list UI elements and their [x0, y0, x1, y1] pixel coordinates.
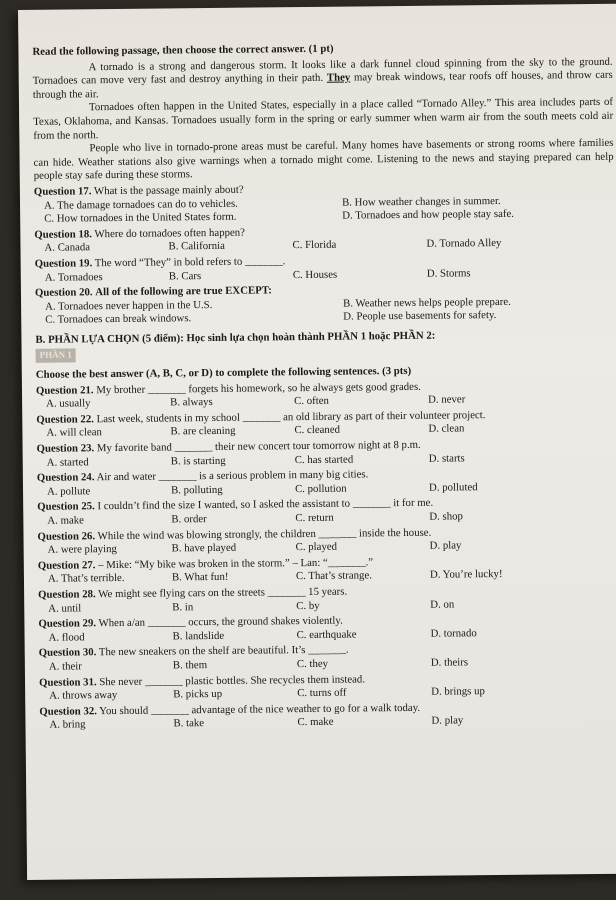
option-c[interactable]: C. played [295, 540, 338, 554]
question-text: The word “They” in bold refers to _______. [94, 255, 286, 270]
question-text: What is the passage mainly about? [93, 183, 244, 198]
option-d[interactable]: D. theirs [430, 656, 469, 669]
option-a[interactable]: A. were playing [47, 543, 117, 556]
option-b[interactable]: B. in [172, 600, 194, 613]
question-label: Question 30. [38, 646, 97, 660]
question-label: Question 27. [37, 559, 96, 572]
question-label: Question 20. [34, 286, 93, 299]
part-1-badge: PHẦN 1 [36, 349, 76, 363]
passage-paragraph-2: Tornadoes often happen in the United States, especially in a place called “Tornado Alley.” This area includes parts of Texas, Oklahoma, and Kansas. Tornadoes usually form in the spring or early summer when warm air from the south meets cold air from the north. [33, 96, 614, 142]
question-label: Question 21. [35, 383, 94, 397]
option-d[interactable]: D. tornado [430, 626, 477, 640]
question-21 [36, 378, 616, 411]
question-label: Question 26. [37, 529, 96, 543]
option-b[interactable]: B. order [171, 513, 207, 526]
option-b[interactable]: B. is starting [170, 454, 226, 468]
grammar-instruction: Choose the best answer (A, B, C, or D) to complete the following sentences. (3 pts) [35, 364, 412, 381]
option-c[interactable]: C. return [295, 511, 334, 525]
bold-word-they: They [326, 71, 351, 84]
option-d[interactable]: D. brings up [431, 685, 485, 698]
option-d[interactable]: D. Storms [426, 266, 471, 280]
question-text: You should _______ advantage of the nice weather to go for a walk today. [99, 701, 421, 717]
option-a[interactable]: A. bring [49, 718, 86, 732]
question-label: Question 31. [38, 675, 97, 689]
question-label: Question 25. [37, 500, 95, 514]
question-27 [38, 554, 616, 587]
option-d[interactable]: D. shop [429, 510, 463, 523]
option-c[interactable]: C. cleaned [294, 424, 341, 437]
question-label: Question 18. [34, 227, 93, 241]
option-d[interactable]: D. clean [428, 422, 465, 436]
option-c[interactable]: C. Houses [292, 268, 338, 281]
question-25 [37, 495, 616, 528]
question-text: My favorite band _______ their new concert tour tomorrow night at 8 p.m. [96, 438, 421, 455]
question-label: Question 22. [36, 413, 94, 426]
question-label: Question 23. [36, 442, 95, 455]
option-a[interactable]: A. Tornadoes [44, 270, 103, 284]
exam-content [32, 40, 616, 733]
option-c[interactable]: C. turns off [297, 686, 347, 700]
option-a[interactable]: A. throws away [49, 689, 118, 702]
question-text: Air and water _______ is a serious problem in many big cities. [96, 468, 369, 484]
option-d[interactable]: D. on [430, 598, 455, 611]
option-c[interactable]: C. make [297, 716, 334, 729]
option-c[interactable]: C. How tornadoes in the United States form. [44, 210, 237, 225]
question-29 [38, 612, 616, 645]
question-23 [37, 437, 616, 470]
option-d[interactable]: D. never [428, 393, 466, 406]
option-b[interactable]: B. What fun! [171, 571, 229, 584]
question-24 [37, 466, 616, 499]
reading-instruction: Read the following passage, then choose the correct answer. (1 pt) [32, 42, 334, 58]
question-label: Question 29. [38, 617, 97, 630]
option-a[interactable]: A. usually [46, 397, 91, 410]
question-text: Last week, students in my school _______ an old library as part of their volunteer project. [96, 408, 486, 426]
option-c[interactable]: C. has started [294, 453, 354, 466]
question-label: Question 28. [38, 588, 96, 601]
option-c[interactable]: C. pollution [294, 482, 347, 495]
option-c[interactable]: C. often [294, 395, 329, 408]
question-label: Question 32. [39, 704, 98, 718]
option-a[interactable]: A. The damage tornadoes can do to vehicles. [43, 197, 238, 212]
option-a[interactable]: A. will clean [46, 426, 102, 440]
option-d[interactable]: D. People use basements for safety. [343, 309, 497, 323]
question-text: The new sneakers on the shelf are beautiful. It’s _______. [98, 643, 349, 659]
option-a[interactable]: A. That’s terrible. [47, 572, 125, 586]
option-d[interactable]: D. starts [428, 451, 465, 465]
question-22 [36, 408, 616, 441]
option-b[interactable]: B. have played [171, 541, 237, 555]
option-b[interactable]: B. Weather news helps people prepare. [343, 295, 511, 310]
passage-paragraph-3: People who live in tornado-prone areas must be careful. Many homes have basements or strong rooms where families can hide. Weather stations also give warnings when a tornado might come. Listening to the news and staying prepared can help people stay safe during these storms. [33, 136, 614, 183]
option-b[interactable]: B. picks up [173, 688, 223, 701]
question-text: – Mike: “My bike was broken in the storm.” – Lan: “_______.” [98, 556, 374, 571]
option-c[interactable]: C. by [296, 599, 320, 612]
option-a[interactable]: A. started [46, 455, 89, 469]
question-26 [37, 524, 616, 557]
question-32 [39, 699, 616, 732]
question-text: All of the following are true EXCEPT: [95, 284, 272, 299]
question-text: We might see flying cars on the streets _______ 15 years. [98, 585, 348, 601]
option-b[interactable]: B. always [170, 396, 213, 409]
option-c[interactable]: C. earthquake [296, 628, 357, 641]
option-a[interactable]: A. Canada [44, 241, 91, 255]
option-b[interactable]: B. are cleaning [170, 425, 236, 438]
question-text: Where do tornadoes often happen? [94, 226, 246, 240]
option-a[interactable]: A. until [48, 601, 82, 615]
question-17 [34, 180, 614, 227]
section-b-heading: B. PHẦN LỰA CHỌN (5 điểm): Học sinh lựa chọn hoàn thành PHẦN 1 hoặc PHẦN 2: [35, 329, 436, 346]
option-a[interactable]: A. their [48, 660, 82, 673]
question-text: She never _______ plastic bottles. She recycles them instead. [99, 672, 366, 688]
option-d[interactable]: D. polluted [428, 481, 478, 494]
question-label: Question 24. [36, 471, 95, 485]
option-d[interactable]: D. play [429, 539, 462, 552]
question-31 [39, 670, 616, 703]
option-b[interactable]: B. take [173, 717, 205, 730]
question-label: Question 17. [33, 185, 92, 198]
option-a[interactable]: A. flood [48, 631, 85, 644]
option-a[interactable]: A. Tornadoes never happen in the U.S. [45, 298, 213, 313]
question-text: When a/an _______ occurs, the ground shakes violently. [98, 614, 343, 630]
option-b[interactable]: B. California [168, 240, 225, 253]
option-d[interactable]: D. Tornado Alley [426, 237, 502, 251]
option-c[interactable]: C. they [296, 657, 329, 671]
question-28 [38, 583, 616, 616]
option-a[interactable]: A. pollute [46, 485, 91, 498]
option-d[interactable]: D. play [431, 714, 464, 728]
passage-paragraph-1: A tornado is a strong and dangerous storm. It looks like a dark funnel cloud spinning from the sky to the ground. Tornadoes can move very fast and destroy anything in their path. They may break windows, tear roofs off houses, and throw cars through the air. [32, 55, 613, 101]
option-d[interactable]: D. You’re lucky! [429, 568, 503, 582]
question-19 [35, 252, 615, 285]
question-20 [35, 281, 615, 328]
option-c[interactable]: C. Florida [292, 238, 337, 252]
option-a[interactable]: A. make [47, 514, 84, 527]
option-b[interactable]: B. them [172, 658, 208, 672]
option-c[interactable]: C. Tornadoes can break windows. [45, 312, 192, 327]
option-b[interactable]: B. Cars [168, 269, 202, 282]
question-18 [34, 222, 614, 255]
question-text: While the wind was blowing strongly, the children _______ inside the house. [97, 526, 432, 542]
option-d[interactable]: D. Tornadoes and how people stay safe. [342, 207, 514, 222]
question-text: I couldn’t find the size I wanted, so I asked the assistant to _______ it for me. [97, 497, 434, 513]
option-c[interactable]: C. That’s strange. [295, 569, 372, 583]
exam-page [18, 4, 616, 880]
question-text: My brother _______ forgets his homework, so he always gets good grades. [96, 380, 421, 396]
option-b[interactable]: B. landslide [172, 629, 225, 643]
question-30 [39, 641, 616, 674]
option-b[interactable]: B. How weather changes in summer. [341, 194, 501, 209]
question-label: Question 19. [34, 257, 93, 270]
option-b[interactable]: B. polluting [170, 483, 223, 497]
